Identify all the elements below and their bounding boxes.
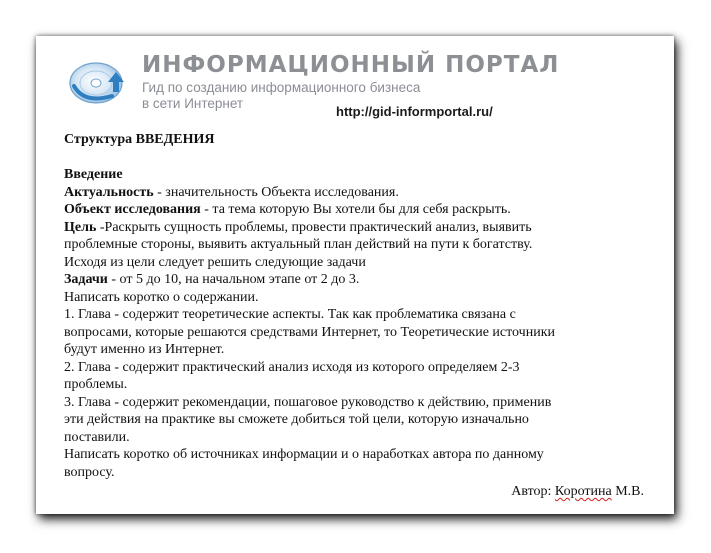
relevance-line <box>64 184 664 202</box>
author-initials: М.В. <box>611 484 644 499</box>
goal-label: Цель <box>64 219 97 235</box>
portal-subtitle-line2: в сети Интернет <box>142 96 244 111</box>
object-text: - та тема которую Вы хотели бы для себя раскрыть. <box>200 202 511 217</box>
chapter2-line2: проблемы. <box>64 377 128 392</box>
document-card <box>36 36 674 514</box>
tasks-label: Задачи <box>64 272 108 287</box>
intro-label: Введение <box>64 167 123 182</box>
chapter1-line3: будут именно из Интернет. <box>64 342 225 357</box>
author-surname: Коротина <box>554 484 612 499</box>
author-prefix: Автор: <box>511 484 555 499</box>
blank-line <box>64 149 664 167</box>
object-line <box>64 201 664 219</box>
object-label: Объект исследования <box>64 202 201 217</box>
author-signature <box>511 484 644 500</box>
document-body <box>64 131 664 481</box>
goal-text-3: Исходя из цели следует решить следующие задачи <box>64 254 366 270</box>
chapter1-line2: вопросами, которые решаются средствами Интернет, то Теоретические источники <box>64 324 555 340</box>
chapter1-line1: 1. Глава - содержит теоретические аспекты. Так как проблематика связана с <box>64 307 516 322</box>
sources-line1: Написать коротко об источниках информации и о наработках автора по данному <box>64 447 544 462</box>
relevance-text: - значительность Объекта исследования. <box>153 184 399 200</box>
doc-heading: Структура ВВЕДЕНИЯ <box>64 132 215 147</box>
chapter3-line1: 3. Глава - содержит рекомендации, пошаговое руководство к действию, применив <box>64 394 552 410</box>
tasks-line <box>64 271 664 289</box>
sources-line2: вопросу. <box>64 464 115 480</box>
portal-url: http://gid-informportal.ru/ <box>336 104 493 119</box>
content-note: Написать коротко о содержании. <box>64 289 259 305</box>
portal-title: ИНФОРМАЦИОННЫЙ ПОРТАЛ <box>142 52 560 78</box>
portal-subtitle-line1: Гид по созданию информационного бизнеса <box>142 80 421 95</box>
relevance-label: Актуальность <box>64 184 154 200</box>
goal-text-1: -Раскрыть сущность проблемы, провести практический анализ, выявить <box>96 219 532 235</box>
chapter2-line1: 2. Глава - содержит практический анализ исходя из которого определяем 2-3 <box>64 359 520 375</box>
chapter3-line2: эти действия на практике вы сможете добиться той цели, которую изначально <box>64 412 529 427</box>
chapter3-line3: поставили. <box>64 429 130 445</box>
goal-text-2: проблемные стороны, выявить актуальный план действий на пути к богатству. <box>64 237 533 252</box>
disc-logo-icon <box>66 56 130 106</box>
tasks-text: - от 5 до 10, на начальном этапе от 2 до 3. <box>107 272 360 287</box>
goal-line <box>64 219 664 237</box>
